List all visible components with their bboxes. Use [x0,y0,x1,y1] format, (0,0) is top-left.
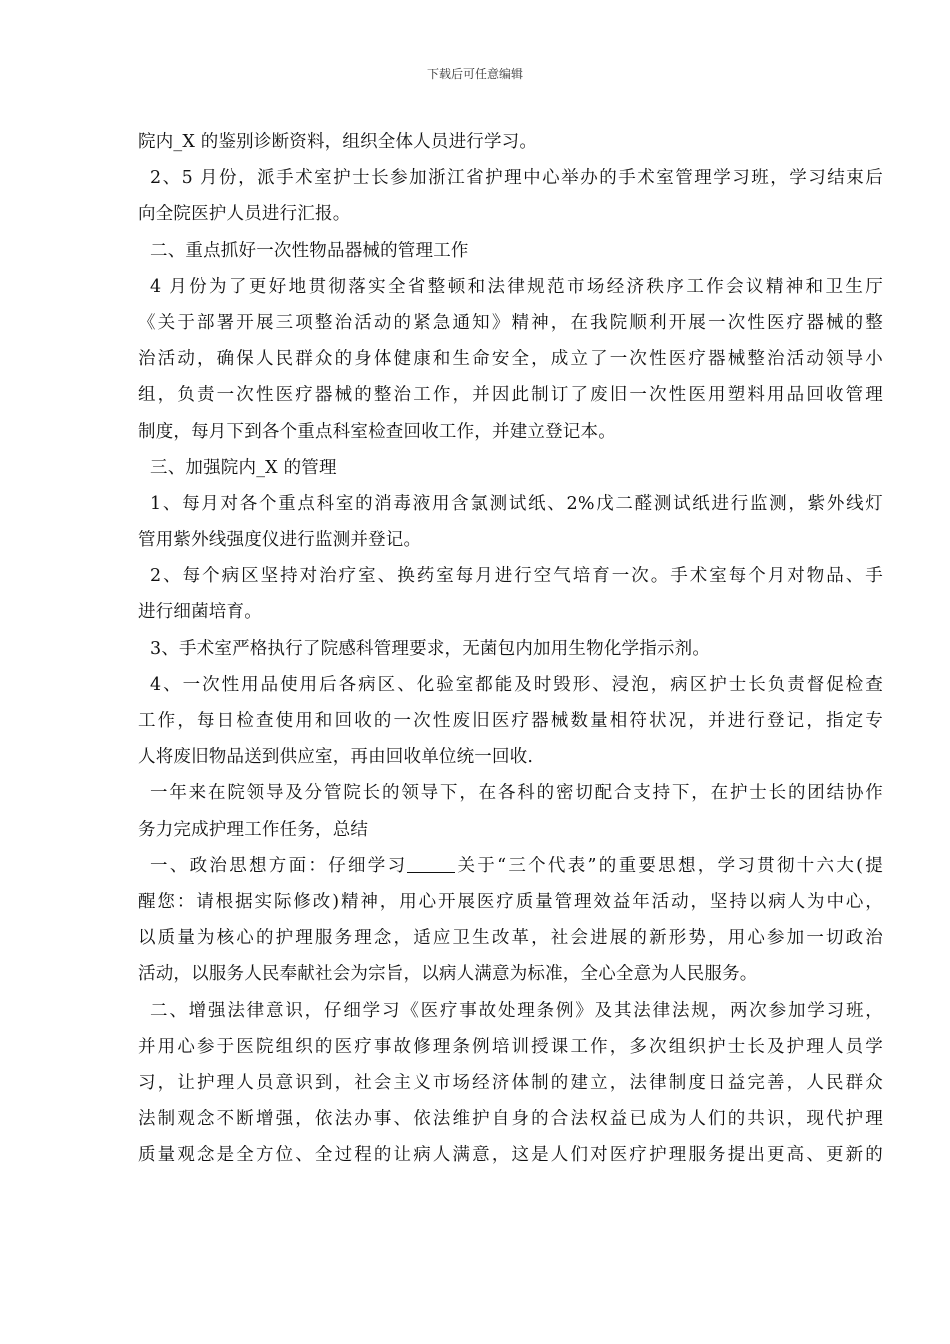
text-line: 活动，以服务人民奉献社会为宗旨，以病人满意为标准，全心全意为人民服务。 [138,964,758,985]
text-line: 质量观念是全方位、全过程的让病人满意，这是人们对医疗护理服务提出更高、更新的 [138,1145,883,1166]
text-line: 务力完成护理工作任务，总结 [138,819,369,840]
text-line: 向全院医护人员进行汇报。 [138,204,351,225]
text-line: 以质量为核心的护理服务理念，适应卫生改革，社会进展的新形势，用心参加一切政治 [138,928,883,949]
text-line: 管用紫外线强度仪进行监测并登记。 [138,530,422,551]
document-body [138,124,883,1173]
section-heading: 三、加强院内_X 的管理 [150,457,337,478]
politics-line [138,848,883,884]
section-heading: 二、增强法律意识，仔细学习《医疗事故处理条例》及其法律法规，两次参加学习班， [150,1000,883,1021]
text-line: 并用心参于医院组织的医疗事故修理条例培训授课工作，多次组织护士长及护理人员学 [138,1036,883,1057]
text-line: 醒您：请根据实际修改)精神，用心开展医疗质量管理效益年活动，坚持以病人为中心， [138,891,883,912]
text-line: 院内_X 的鉴别诊断资料，组织全体人员进行学习。 [138,132,538,152]
section-heading: 二、重点抓好一次性物品器械的管理工作 [150,240,469,261]
page-header: 下载后可任意编辑 [426,67,523,81]
text-line: 进行细菌培育。 [138,602,262,623]
text-line: 4 月份为了更好地贯彻落实全省整顿和法律规范市场经济秩序工作会议精神和卫生厅 [150,276,883,297]
politics-line-after: 关于“三个代表”的重要思想，学习贯彻十六大(提 [455,855,883,876]
text-line: 工作，每日检查使用和回收的一次性废旧医疗器械数量相符状况，并进行登记，指定专 [138,711,883,731]
text-line: 2、5 月份，派手术室护士长参加浙江省护理中心举办的手术室管理学习班，学习结束后 [150,168,883,189]
text-line: 2、每个病区坚持对治疗室、换药室每月进行空气培育一次。手术室每个月对物品、手 [150,566,883,587]
text-line: 一年来在院领导及分管院长的领导下，在各科的密切配合支持下，在护士长的团结协作 [150,783,883,804]
text-line: 习，让护理人员意识到，社会主义市场经济体制的建立，法律制度日益完善，人民群众 [138,1072,883,1093]
fill-in-blank [407,852,455,873]
text-line: 治活动，确保人民群众的身体健康和生命安全，成立了一次性医疗器械整治活动领导小 [138,349,883,370]
text-line: 4、一次性用品使用后各病区、化验室都能及时毁形、浸泡，病区护士长负责督促检查 [150,674,883,695]
text-line: 法制观念不断增强，依法办事、依法维护自身的合法权益已成为人们的共识，现代护理 [138,1109,883,1130]
text-line: 3、手术室严格执行了院感科管理要求，无菌包内加用生物化学指示剂。 [150,638,711,659]
text-line: 人将废旧物品送到供应室，再由回收单位统一回收. [138,747,534,768]
text-line: 制度，每月下到各个重点科室检查回收工作，并建立登记本。 [138,421,616,442]
text-line: 《关于部署开展三项整治活动的紧急通知》精神，在我院顺利开展一次性医疗器械的整 [138,312,883,333]
text-line: 1、每月对各个重点科室的消毒液用含氯测试纸、2%戊二醛测试纸进行监测，紫外线灯 [150,493,883,514]
politics-line-before: 一、政治思想方面：仔细学习 [150,855,408,876]
text-line: 组，负责一次性医疗器械的整治工作，并因此制订了废旧一次性医用塑料用品回收管理 [138,385,883,406]
